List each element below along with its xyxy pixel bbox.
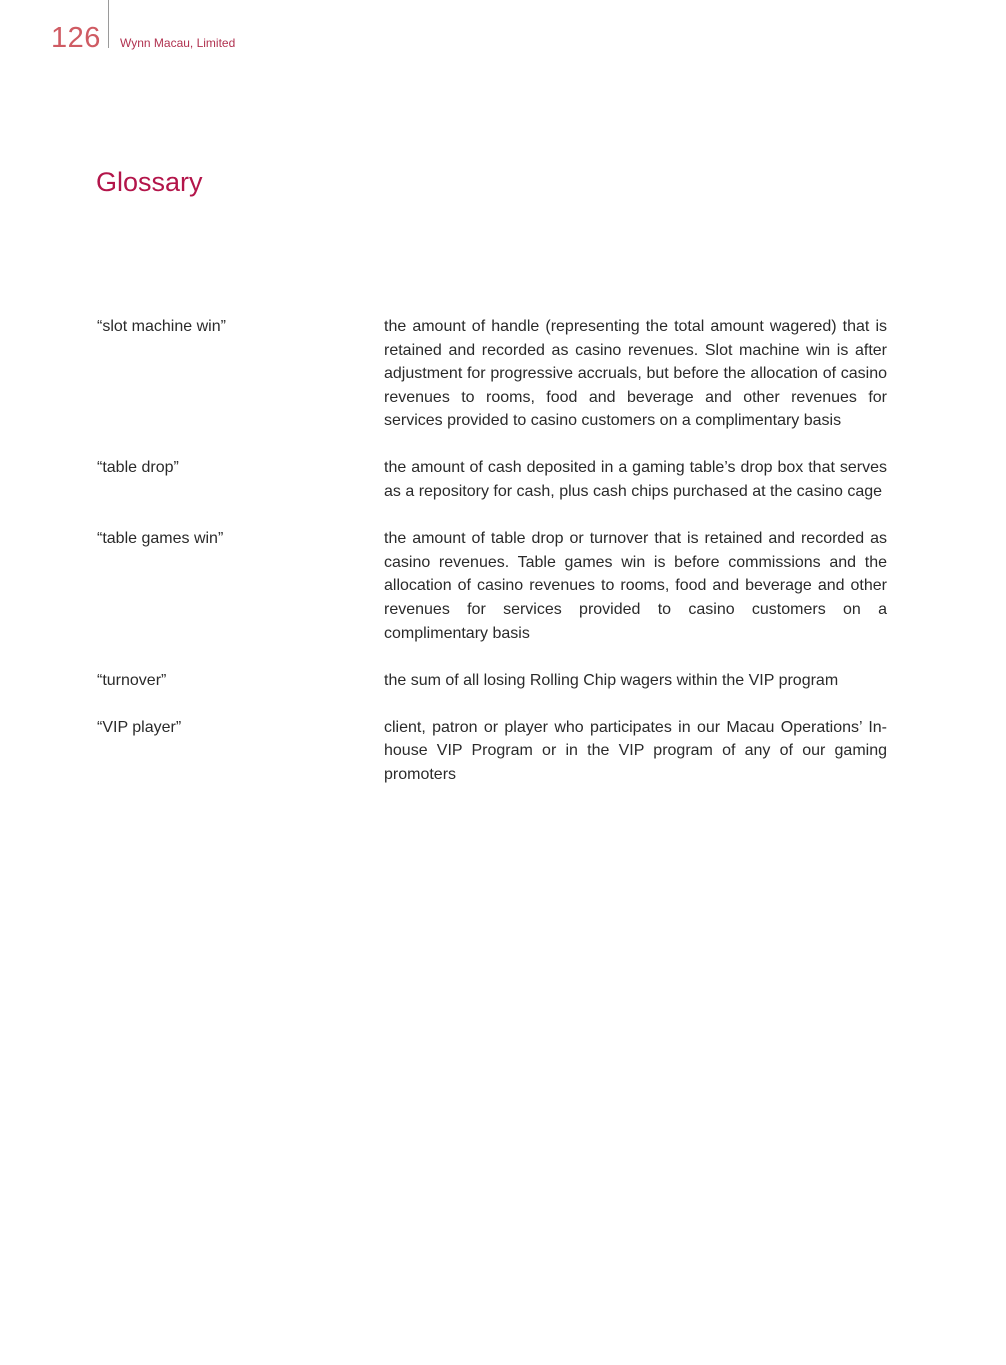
glossary-definition: client, patron or player who participates in our Macau Operations’ In-house VIP Program or in the VIP program of any of our gaming promoters — [384, 718, 887, 783]
glossary-definition: the sum of all losing Rolling Chip wagers within the VIP program — [384, 671, 839, 689]
glossary-term: “table games win” — [97, 530, 224, 548]
glossary-entry-vip-player — [97, 716, 887, 787]
glossary-term: “table drop” — [97, 459, 179, 477]
glossary-entry-slot-machine-win — [97, 315, 887, 433]
glossary-definition: the amount of table drop or turnover that is retained and recorded as casino revenues. Table games win is before commissions and the allocation of casino revenues to rooms, food and beverage and other revenues for services provided to casino customers on a complimentary basis — [384, 530, 887, 642]
page-number: 126 — [51, 22, 101, 54]
glossary-entry-table-drop — [97, 456, 887, 503]
glossary-list — [97, 315, 887, 810]
glossary-definition: the amount of handle (representing the total amount wagered) that is retained and recorded as casino revenues. Slot machine win is after adjustment for progressive accruals, but before the allocation of casino revenues to rooms, food and beverage and other revenues for services provided to casino customers on a complimentary basis — [384, 318, 887, 430]
company-name: Wynn Macau, Limited — [120, 36, 236, 50]
glossary-term: “slot machine win” — [97, 318, 226, 335]
page-title: Glossary — [96, 167, 203, 197]
glossary-definition: the amount of cash deposited in a gaming table’s drop box that serves as a repository for cash, plus cash chips purchased at the casino cage — [384, 459, 887, 501]
glossary-entry-turnover — [97, 669, 887, 693]
glossary-term: “turnover” — [97, 671, 167, 689]
glossary-term: “VIP player” — [97, 718, 182, 736]
header-divider — [108, 0, 109, 48]
glossary-entry-table-games-win — [97, 527, 887, 645]
